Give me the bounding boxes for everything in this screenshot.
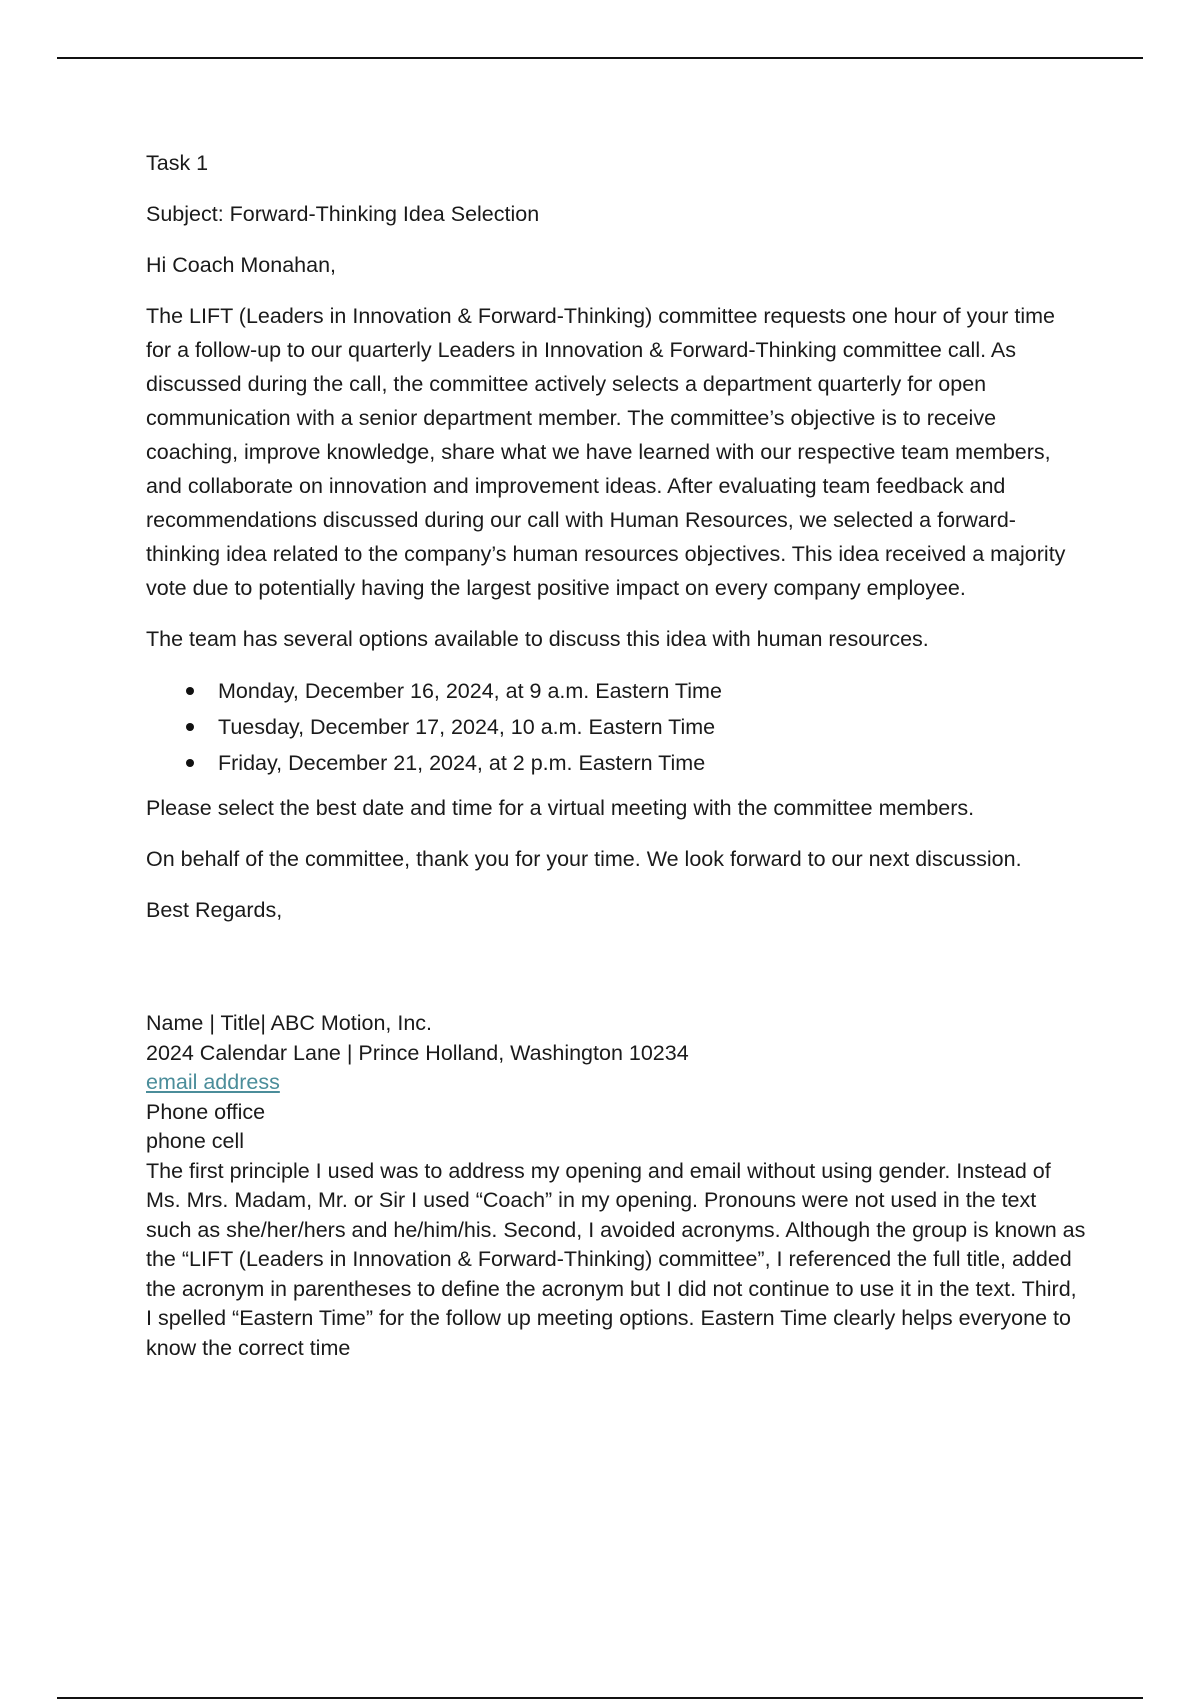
task-label: Task 1 — [146, 151, 209, 175]
email-link[interactable]: email address — [146, 1070, 280, 1094]
body-paragraph-4: On behalf of the committee, thank you for your time. We look forward to our next discussion. — [146, 847, 1022, 871]
signature-name-line: Name | Title| ABC Motion, Inc. — [146, 1011, 432, 1035]
signature-block — [146, 1009, 1086, 1157]
body-paragraph-1: The LIFT (Leaders in Innovation & Forward-Thinking) committee requests one hour of your time for a follow-up to our quarterly Leaders in Innovation & Forward-Thinking committee call. As discussed during the call, the committee actively selects a department quarterly for open communication with a senior department member. The committee’s objective is to receive coaching, improve knowledge, share what we have learned with our respective team members, and collaborate on innovation and improvement ideas. After evaluating team feedback and recommendations discussed during our call with Human Resources, we selected a forward-thinking idea related to the company’s human resources objectives. This idea received a majority vote due to potentially having the largest positive impact on every company employee. — [146, 304, 1066, 600]
signature-phone-cell: phone cell — [146, 1129, 245, 1153]
meeting-option: Friday, December 21, 2024, at 2 p.m. Eastern Time — [218, 745, 1086, 781]
greeting: Hi Coach Monahan, — [146, 253, 337, 277]
signature-phone-office: Phone office — [146, 1099, 266, 1124]
header-rule — [57, 57, 1143, 59]
signature-address-line: 2024 Calendar Lane | Prince Holland, Washington 10234 — [146, 1040, 689, 1065]
footer-rule — [57, 1697, 1143, 1699]
explanation-paragraph: The first principle I used was to address my opening and email without using gender. Instead of Ms. Mrs. Madam, Mr. or Sir I used “Coach” in my opening. Pronouns were not used in the text such as she/her/hers and he/him/his. Second, I avoided acronyms. Although the group is known as the “LIFT (Leaders in Innovation & Forward-Thinking) committee”, I referenced the full title, added the acronym in parentheses to define the acronym but I did not continue to use it in the text. Third, I spelled “Eastern Time” for the follow up meeting options. Eastern Time clearly helps everyone to know the correct time — [146, 1158, 1086, 1360]
meeting-option: Monday, December 16, 2024, at 9 a.m. Eastern Time — [218, 673, 1086, 709]
subject-line: Subject: Forward-Thinking Idea Selection — [146, 202, 540, 226]
body-paragraph-2: The team has several options available to discuss this idea with human resources. — [146, 627, 929, 651]
meeting-option: Tuesday, December 17, 2024, 10 a.m. Eastern Time — [218, 709, 1086, 745]
body-paragraph-3: Please select the best date and time for a virtual meeting with the committee members. — [146, 796, 975, 820]
document-page — [146, 146, 1086, 1363]
meeting-options-list — [146, 673, 1086, 781]
closing: Best Regards, — [146, 898, 283, 922]
